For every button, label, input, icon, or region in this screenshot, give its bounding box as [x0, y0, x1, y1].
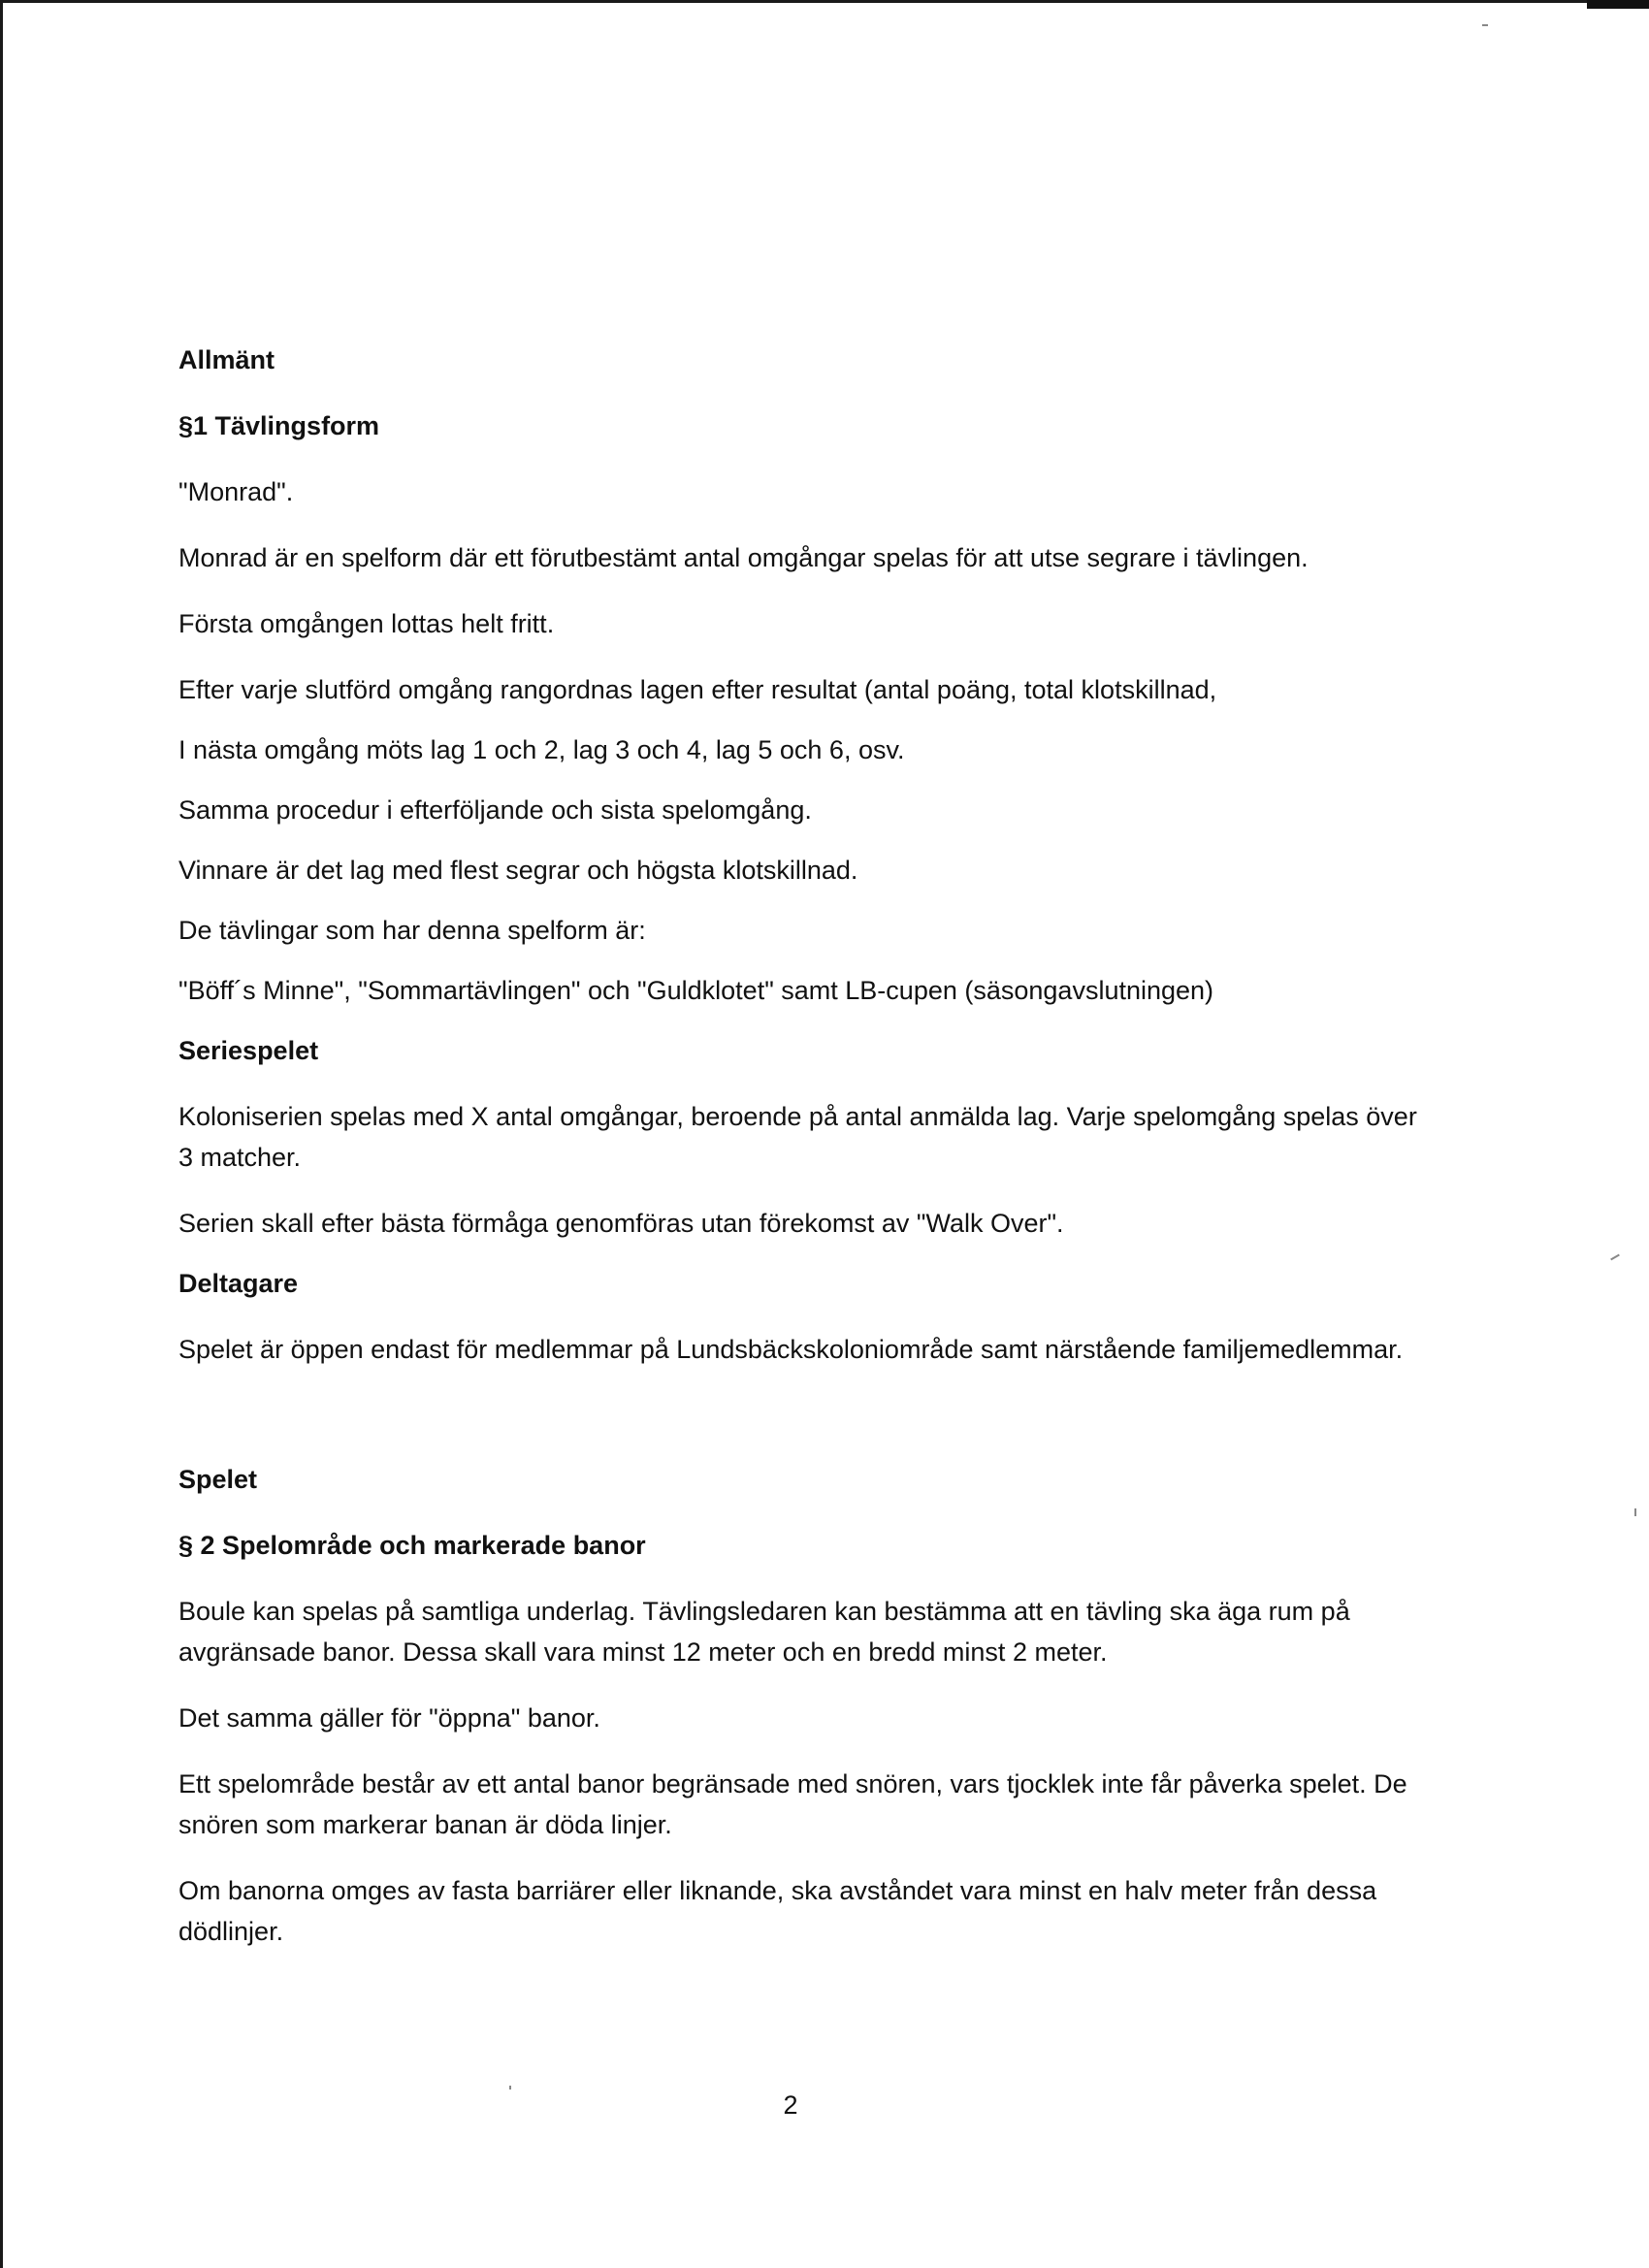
scan-speck — [1482, 24, 1488, 26]
scan-corner-mark — [1587, 0, 1649, 9]
paragraph-serien: Serien skall efter bästa förmåga genomföras utan förekomst av "Walk Over". — [178, 1209, 1064, 1238]
paragraph-forsta: Första omgången lottas helt fritt. — [178, 609, 555, 638]
paragraph-deltagare: Spelet är öppen endast för medlemmar på Lundsbäckskoloniområde samt närstående familjemedlemmar. — [178, 1335, 1404, 1364]
paragraph-boule: Boule kan spelas på samtliga underlag. Tävlingsledaren kan bestämma att en tävling ska äga rum på avgränsade banor. Dessa skall vara minst 12 meter och en bredd minst 2 meter. — [178, 1597, 1350, 1667]
scan-left-edge — [0, 0, 3, 2268]
heading-deltagare: Deltagare — [178, 1269, 299, 1298]
paragraph-barriarer: Om banorna omges av fasta barriärer eller liknande, ska avståndet vara minst en halv meter från dessa dödlinjer. — [178, 1876, 1377, 1946]
scan-top-edge — [0, 0, 1649, 3]
paragraph-vinnare: Vinnare är det lag med flest segrar och högsta klotskillnad. — [178, 856, 858, 885]
paragraph-nasta: I nästa omgång möts lag 1 och 2, lag 3 och 4, lag 5 och 6, osv. — [178, 735, 905, 764]
paragraph-efter: Efter varje slutförd omgång rangordnas lagen efter resultat (antal poäng, total klotskillnad, — [178, 675, 1217, 704]
heading-seriespelet: Seriespelet — [178, 1036, 319, 1065]
paragraph-monrad-name: "Monrad". — [178, 477, 294, 506]
paragraph-tavlingar: De tävlingar som har denna spelform är: — [178, 916, 646, 945]
page-number: 2 — [783, 2090, 798, 2120]
paragraph-koloniserien: Koloniserien spelas med X antal omgångar, beroende på antal anmälda lag. Varje spelomgång spelas över 3 matcher. — [178, 1102, 1417, 1172]
scan-speck — [1634, 1508, 1636, 1516]
heading-tavlingsform: §1 Tävlingsform — [178, 411, 380, 440]
paragraph-oppna: Det samma gäller för "öppna" banor. — [178, 1703, 600, 1733]
heading-allmant: Allmänt — [178, 345, 275, 374]
document-body — [178, 340, 1430, 1952]
heading-spelomrade: § 2 Spelområde och markerade banor — [178, 1531, 646, 1560]
heading-spelet: Spelet — [178, 1465, 258, 1494]
paragraph-samma: Samma procedur i efterföljande och sista spelomgång. — [178, 795, 812, 825]
paragraph-tavlingar-list: "Böff´s Minne", "Sommartävlingen" och "Guldklotet" samt LB-cupen (säsongavslutningen) — [178, 976, 1214, 1005]
paragraph-snoren: Ett spelområde består av ett antal banor begränsade med snören, vars tjocklek inte får påverka spelet. De snören som markerar banan är döda linjer. — [178, 1769, 1407, 1839]
paragraph-monrad-desc: Monrad är en spelform där ett förutbestämt antal omgångar spelas för att utse segrare i tävlingen. — [178, 543, 1309, 572]
scan-speck — [1610, 1254, 1620, 1261]
